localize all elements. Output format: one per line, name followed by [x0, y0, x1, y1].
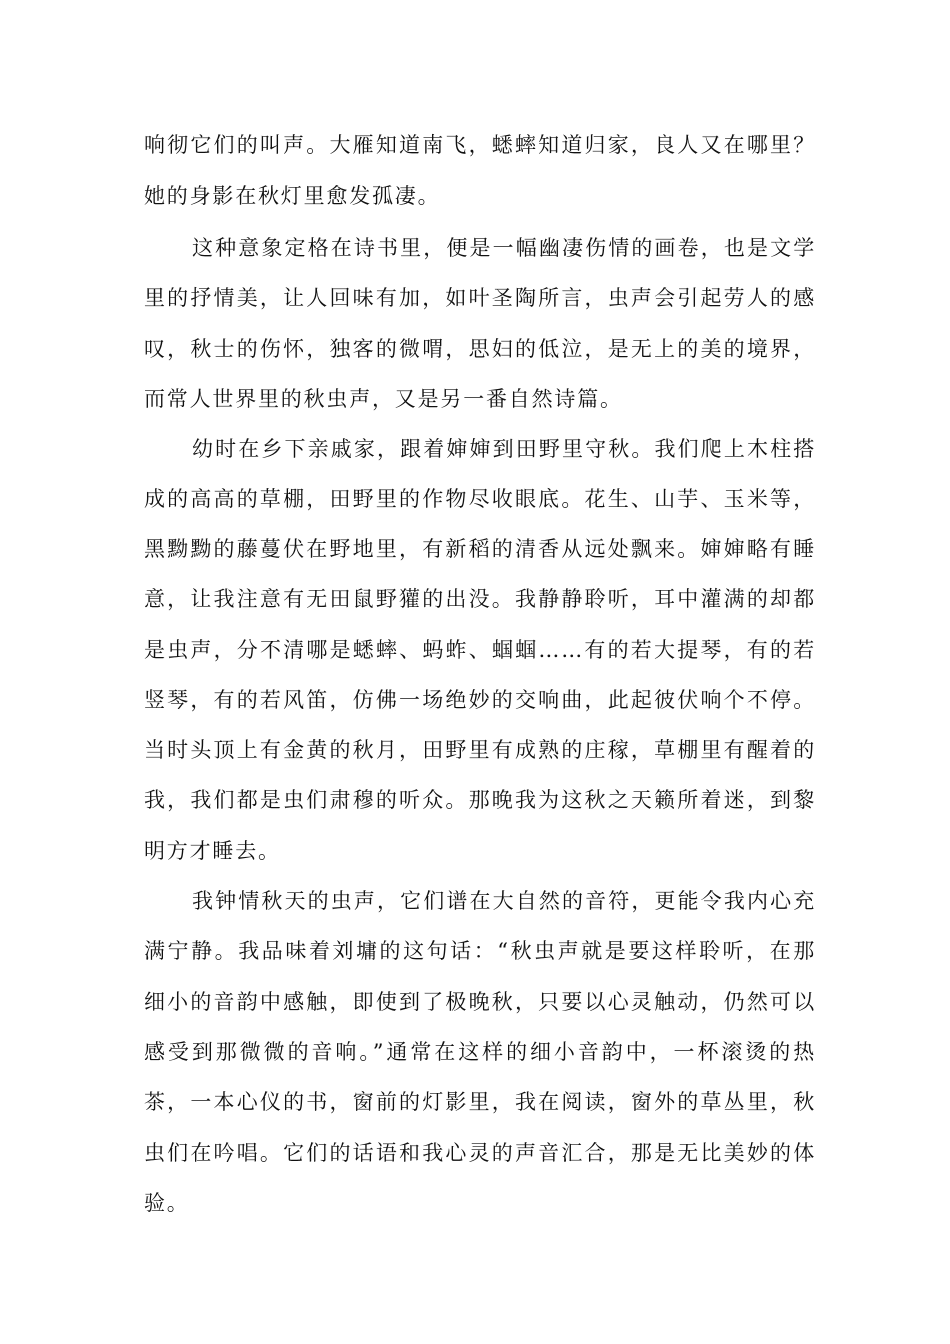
- text-line: 感受到那微微的音响。”通常在这样的细小音韵中，一杯滚烫的热: [144, 1040, 816, 1064]
- text-line: 明方才睡去。: [144, 839, 281, 863]
- text-line: 我钟情秋天的虫声，它们谱在大自然的音符，更能令我内心充: [192, 889, 816, 913]
- text-line: 响彻它们的叫声。大雁知道南飞，蟋蟀知道归家，良人又在哪里？: [144, 133, 816, 157]
- text-line: 茶，一本心仪的书，窗前的灯影里，我在阅读，窗外的草丛里，秋: [144, 1090, 816, 1114]
- text-line: 幼时在乡下亲戚家，跟着婶婶到田野里守秋。我们爬上木柱搭: [192, 437, 816, 461]
- text-line: 细小的音韵中感触，即使到了极晚秋，只要以心灵触动，仍然可以: [144, 990, 816, 1014]
- text-line: 里的抒情美，让人回味有加，如叶圣陶所言，虫声会引起劳人的感: [144, 286, 816, 310]
- text-line: 这种意象定格在诗书里，便是一幅幽凄伤情的画卷，也是文学: [192, 236, 816, 260]
- text-line: 验。: [144, 1191, 190, 1215]
- text-line: 是虫声，分不清哪是蟋蟀、蚂蚱、蝈蝈……有的若大提琴，有的若: [144, 638, 816, 662]
- text-line: 竖琴，有的若风笛，仿佛一场绝妙的交响曲，此起彼伏响个不停。: [144, 688, 816, 712]
- text-line: 满宁静。我品味着刘墉的这句话：“秋虫声就是要这样聆听，在那: [144, 939, 816, 963]
- text-line: 她的身影在秋灯里愈发孤凄。: [144, 184, 441, 208]
- text-line: 成的高高的草棚，田野里的作物尽收眼底。花生、山芋、玉米等，: [144, 487, 816, 511]
- text-line: 当时头顶上有金黄的秋月，田野里有成熟的庄稼，草棚里有醒着的: [144, 738, 816, 762]
- text-line: 我，我们都是虫们肃穆的听众。那晚我为这秋之天籁所着迷，到黎: [144, 788, 816, 812]
- text-line: 虫们在吟唱。它们的话语和我心灵的声音汇合，那是无比美妙的体: [144, 1141, 816, 1165]
- text-line: 意，让我注意有无田鼠野獾的出没。我静静聆听，耳中灌满的却都: [144, 587, 816, 611]
- text-line: 而常人世界里的秋虫声，又是另一番自然诗篇。: [144, 387, 623, 411]
- text-line: 叹，秋士的伤怀，独客的微喟，思妇的低泣，是无上的美的境界，: [144, 337, 816, 361]
- text-line: 黑黝黝的藤蔓伏在野地里，有新稻的清香从远处飘来。婶婶略有睡: [144, 537, 816, 561]
